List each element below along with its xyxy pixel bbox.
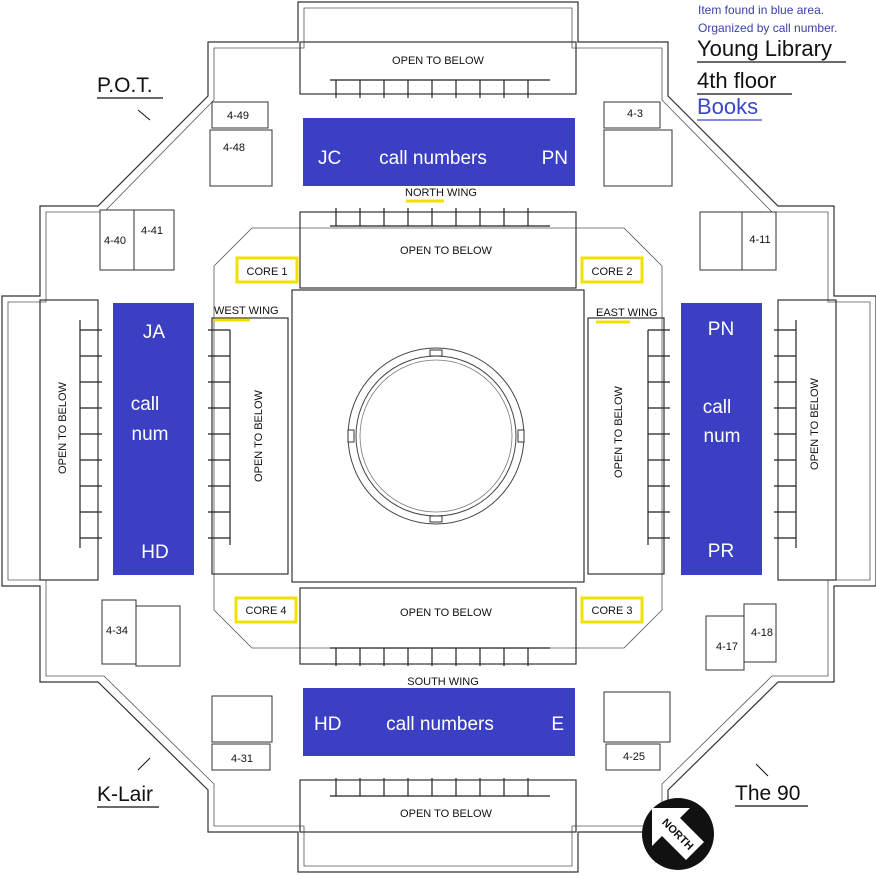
core-1-label: CORE 1 <box>246 266 288 278</box>
room-label-4-11: 4-11 <box>749 234 771 246</box>
core-3 <box>582 598 642 622</box>
core-2 <box>582 258 642 282</box>
core-1 <box>237 258 297 282</box>
room-label-4-48: 4-48 <box>222 142 246 154</box>
west-inner-open-area <box>208 318 288 574</box>
room-label-4-18: 4-18 <box>750 627 774 639</box>
arrow-icon <box>138 110 150 120</box>
open-to-below-label: OPEN TO BELOW <box>809 378 821 470</box>
open-to-below-label: OPEN TO BELOW <box>400 808 492 820</box>
east-book-area-middle-1: call <box>702 397 732 418</box>
legend <box>697 3 846 120</box>
west-book-area <box>113 303 194 575</box>
north-wing-label: NORTH WING <box>405 187 477 199</box>
open-to-below-label: OPEN TO BELOW <box>57 382 69 474</box>
compass-label: NORTH <box>659 816 696 853</box>
west-open-area <box>40 300 102 580</box>
room-label-4-17: 4-17 <box>715 641 739 653</box>
west-book-area-middle-2: num <box>131 424 169 445</box>
room-label-4-40: 4-40 <box>103 235 127 247</box>
central-rotunda <box>348 348 524 524</box>
corner-label-bottom-right <box>735 764 808 806</box>
open-to-below-label: OPEN TO BELOW <box>253 390 265 482</box>
room-label-4-34: 4-34 <box>105 625 129 637</box>
legend-books-link[interactable]: Books <box>697 94 759 119</box>
core-3-label: CORE 3 <box>591 605 633 617</box>
pot-label: P.O.T. <box>97 74 153 97</box>
room-label-4-3: 4-3 <box>627 108 643 120</box>
arrow-icon <box>756 764 768 776</box>
north-book-area-end: PN <box>541 148 568 169</box>
room-label-4-49: 4-49 <box>226 110 250 122</box>
north-book-area-middle: call numbers <box>379 148 487 169</box>
corner-label-bottom-left <box>97 758 159 807</box>
north-book-area <box>303 118 575 186</box>
legend-title-line-1: Young Library <box>697 36 832 61</box>
south-open-area <box>300 778 576 832</box>
core-2-label: CORE 2 <box>591 266 633 278</box>
room-label-4-25: 4-25 <box>622 751 646 763</box>
core-4 <box>236 598 296 622</box>
east-book-area-start: PN <box>707 319 735 340</box>
east-book-area <box>681 303 762 575</box>
south-book-area <box>303 688 575 756</box>
east-book-area-middle-2: num <box>703 426 741 447</box>
east-open-area <box>774 300 836 580</box>
south-book-area-middle: call numbers <box>386 714 494 735</box>
core-4-label: CORE 4 <box>245 605 287 617</box>
arrow-icon <box>138 758 150 770</box>
open-to-below-label: OPEN TO BELOW <box>392 55 484 67</box>
k-lair-label: K-Lair <box>97 783 154 806</box>
west-wing-label: WEST WING <box>214 305 279 317</box>
open-to-below-label: OPEN TO BELOW <box>613 386 625 478</box>
north-compass-icon <box>642 798 714 870</box>
corner-label-top-left <box>97 74 163 120</box>
the-90-label: The 90 <box>735 782 801 805</box>
south-book-area-start: HD <box>314 714 342 735</box>
legend-title-line-2: 4th floor <box>697 68 777 93</box>
south-book-area-end: E <box>551 714 564 735</box>
room-label-4-41: 4-41 <box>140 225 164 237</box>
legend-line-1: Item found in blue area. <box>698 3 825 17</box>
west-book-area-middle-1: call <box>130 394 160 415</box>
south-inner-open-area <box>300 588 576 666</box>
west-book-area-end: HD <box>141 542 169 563</box>
west-book-area-start: JA <box>142 322 166 343</box>
north-open-area <box>300 42 576 98</box>
north-book-area-start: JC <box>318 148 342 169</box>
east-wing-label: EAST WING <box>596 307 658 319</box>
legend-line-2: Organized by call number. <box>698 21 838 35</box>
east-book-area-end: PR <box>707 541 735 562</box>
room-label-4-31: 4-31 <box>230 753 254 765</box>
open-to-below-label: OPEN TO BELOW <box>400 607 492 619</box>
east-inner-open-area <box>588 318 670 574</box>
north-inner-open-area <box>300 208 576 288</box>
open-to-below-label: OPEN TO BELOW <box>400 245 492 257</box>
south-wing-label: SOUTH WING <box>407 676 479 688</box>
